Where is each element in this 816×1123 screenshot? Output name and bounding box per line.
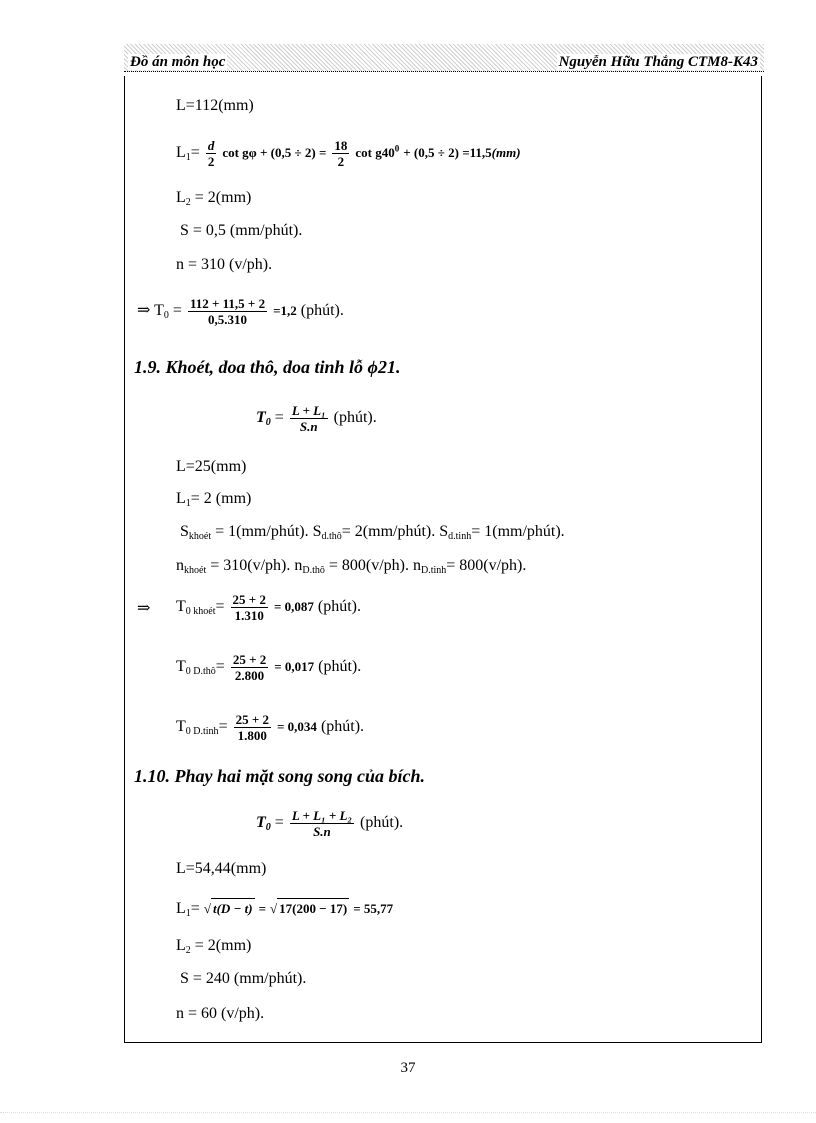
- s18-L: L=112(mm): [176, 97, 254, 114]
- s18-cot-phi: cot gφ + (0,5 ÷ 2) =: [222, 145, 327, 161]
- s18-T0-label: $T_0$ =: [154, 302, 182, 322]
- s110-L: L=54,44(mm): [176, 860, 267, 877]
- page-number: 37: [400, 1060, 416, 1076]
- sqrt-icon: √: [270, 901, 278, 916]
- s19-arrow: [137, 599, 150, 619]
- s19-Tkhoet-line: $T_{0 khoét}=$ $\frac{25 + 2}{1.310}$ = 0,087 (phút).: [176, 592, 361, 623]
- page-header: [124, 44, 764, 72]
- s19-formula-frac: $\frac{\text{L + L₁}}{S.n}$: [291, 403, 326, 434]
- s18-frac-d-over-2: $\frac{d}{2}$: [207, 138, 215, 169]
- s110-formula: $T_0$ = $\frac{\text{L + L₁ + L₂}}{S.n}$ (phút).: [256, 808, 404, 839]
- s19-Tkhoet-frac: $\frac{25 + 2}{1.310}$: [232, 592, 266, 623]
- s19-n-line: $n_{khoét} = 310(v/ph)$. $n_{D.thô} = 800(v/ph)$. $n_{D.tinh}= 800(v/ph)$.: [176, 557, 527, 576]
- header-rule: [124, 71, 764, 72]
- s18-T0-unit: (phút).: [300, 302, 344, 320]
- s19-formula: $T_0$ = $\frac{\text{L + L₁}}{S.n}$ (phút).: [256, 403, 377, 434]
- s18-n: n = 310 (v/ph).: [176, 256, 273, 273]
- s110-S: S = 240 (mm/phút).: [180, 970, 307, 987]
- s19-Tdtho-line: $T_{0 D.thô}=$ $\frac{25 + 2}{2.800}$ = 0,017 (phút).: [176, 652, 362, 683]
- footer-dotted-rule: [0, 1112, 816, 1113]
- s110-sqrt1: t(D − t): [211, 898, 255, 919]
- s18-T0-line: [137, 296, 344, 327]
- s18-cot-40: $\cot g40^0$: [355, 143, 400, 161]
- s19-Tdtinh-line: $T_{0 D.tinh}=$ $\frac{25 + 2}{1.800}$ = 0,034 (phút).: [176, 712, 365, 743]
- s19-S-line: $S_{khoét}$ = 1(mm/phút). $S_{d.thô}=$ 2(mm/phút). $S_{d.tinh}=$ 1(mm/phút).: [180, 523, 565, 542]
- s110-formula-frac: $\frac{\text{L + L₁ + L₂}}{S.n}$: [291, 808, 353, 839]
- s18-S: S = 0,5 (mm/phút).: [180, 222, 303, 239]
- s18-L1-label: $L_1=$: [176, 144, 200, 164]
- s110-L1-line: $L_1=$ √ t(D − t) = √ 17(200 − 17) = 55,77: [176, 900, 394, 919]
- s110-L1-result: = 55,77: [353, 901, 394, 916]
- s110-sqrt2: 17(200 − 17): [277, 898, 349, 919]
- s18-T0-frac: $\frac{112 + 11,5 + 2}{0,5.310}$: [189, 296, 266, 327]
- s110-L2: $L_2 = 2(mm)$: [176, 937, 252, 956]
- s18-L1-line: [176, 138, 521, 169]
- s19-formula-lhs: $T_0$: [256, 409, 271, 429]
- header-right-author: Nguyễn Hữu Thắng CTM8-K43: [558, 54, 758, 70]
- s18-result: + (0,5 ÷ 2) =11,5(mm): [403, 145, 521, 161]
- header-left-title: Đồ án môn học: [130, 54, 226, 70]
- s18-frac-18-over-2: $\frac{18}{2}$: [334, 138, 348, 169]
- s19-formula-unit: (phút).: [333, 409, 377, 427]
- section-1-9-title: 1.9. Khoét, doa thô, doa tinh lỗ ϕ21.: [134, 357, 401, 377]
- s110-n: n = 60 (v/ph).: [176, 1005, 265, 1022]
- s18-T0-result: =1,2: [273, 303, 297, 319]
- s19-L: L=25(mm): [176, 458, 247, 475]
- implies-arrow-icon: ⇒: [137, 302, 151, 320]
- implies-arrow-icon: ⇒: [137, 600, 151, 617]
- s18-L2: $L_2 = 2(mm)$: [176, 189, 252, 208]
- s19-L1: $L_1= 2$ (mm): [176, 490, 252, 509]
- sqrt-icon: √: [203, 901, 211, 916]
- s19-Tdtho-frac: $\frac{25 + 2}{2.800}$: [232, 652, 267, 683]
- section-1-10-title: 1.10. Phay hai mặt song song của bích.: [134, 766, 426, 786]
- s19-Tdtinh-frac: $\frac{25 + 2}{1.800}$: [235, 712, 270, 743]
